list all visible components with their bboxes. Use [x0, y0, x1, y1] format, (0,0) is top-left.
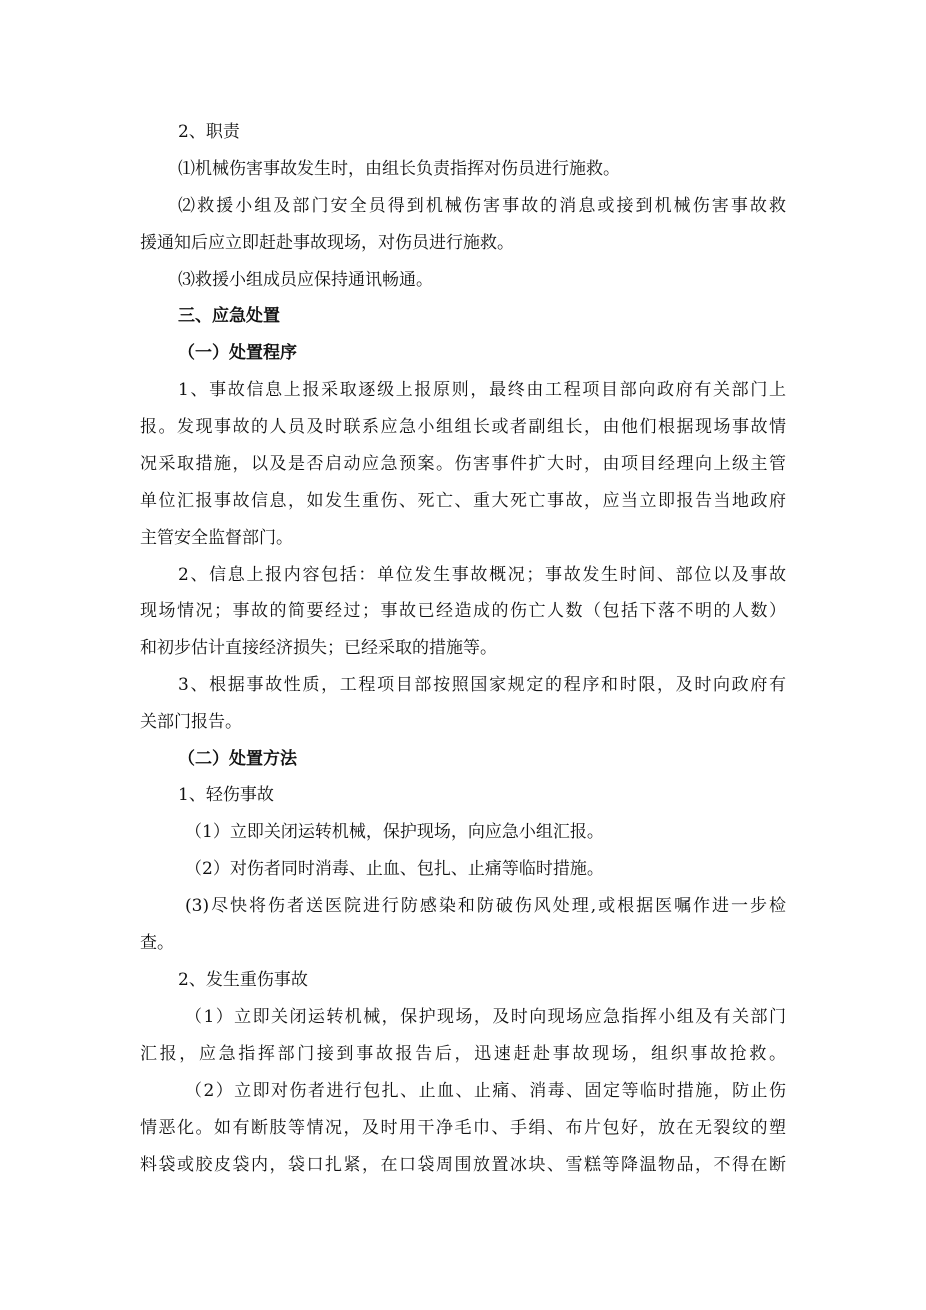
list-item: （2）立即对伤者进行包扎、止血、止痛、消毒、固定等临时措施，防止伤 [185, 1081, 786, 1101]
section-heading: 三、应急处置 [178, 306, 280, 326]
item-heading: 1、轻伤事故 [178, 785, 274, 805]
paragraph-line: 料袋或胶皮袋内，袋口扎紧，在口袋周围放置冰块、雪糕等降温物品，不得在断 [140, 1155, 786, 1175]
list-item: （2）对伤者同时消毒、止血、包扎、止痛等临时措施。 [185, 859, 604, 879]
paragraph-line: 3、根据事故性质，工程项目部按照国家规定的程序和时限，及时向政府有 [178, 675, 786, 695]
paragraph-line: 查。 [140, 933, 174, 953]
paragraph-line: 况采取措施，以及是否启动应急预案。伤害事件扩大时，由项目经理向上级主管 [140, 454, 786, 474]
subsection-heading: （二）处置方法 [178, 749, 297, 769]
paragraph-line: 汇报，应急指挥部门接到事故报告后，迅速赶赴事故现场，组织事故抢救。 [140, 1044, 786, 1064]
paragraph-line: ⑴机械伤害事故发生时，由组长负责指挥对伤员进行施救。 [178, 159, 620, 179]
list-item: (3)尽快将伤者送医院进行防感染和防破伤风处理,或根据医嘱作进一步检 [185, 896, 786, 916]
paragraph-line: 关部门报告。 [140, 712, 242, 732]
paragraph-line: 1、事故信息上报采取逐级上报原则，最终由工程项目部向政府有关部门上 [178, 380, 786, 400]
paragraph-line: 和初步估计直接经济损失；已经采取的措施等。 [140, 638, 497, 658]
paragraph-line: ⑶救援小组成员应保持通讯畅通。 [178, 270, 433, 290]
paragraph-line: 援通知后应立即赶赴事故现场，对伤员进行施救。 [140, 233, 514, 253]
paragraph-line: 2、信息上报内容包括：单位发生事故概况；事故发生时间、部位以及事故 [178, 565, 786, 585]
list-item: （1）立即关闭运转机械，保护现场，及时向现场应急指挥小组及有关部门 [185, 1007, 786, 1027]
duties-heading: 2、职责 [178, 122, 240, 142]
paragraph-line: 情恶化。如有断肢等情况，及时用干净毛巾、手绢、布片包好，放在无裂纹的塑 [140, 1118, 786, 1138]
paragraph-line: 主管安全监督部门。 [140, 528, 293, 548]
paragraph-line: 现场情况；事故的简要经过；事故已经造成的伤亡人数（包括下落不明的人数） [140, 601, 786, 621]
list-item: （1）立即关闭运转机械，保护现场，向应急小组汇报。 [185, 822, 604, 842]
item-heading: 2、发生重伤事故 [178, 970, 308, 990]
subsection-heading: （一）处置程序 [178, 343, 297, 363]
paragraph-line: ⑵救援小组及部门安全员得到机械伤害事故的消息或接到机械伤害事故救 [178, 196, 786, 216]
paragraph-line: 报。发现事故的人员及时联系应急小组组长或者副组长，由他们根据现场事故情 [140, 417, 786, 437]
paragraph-line: 单位汇报事故信息，如发生重伤、死亡、重大死亡事故，应当立即报告当地政府 [140, 491, 786, 511]
